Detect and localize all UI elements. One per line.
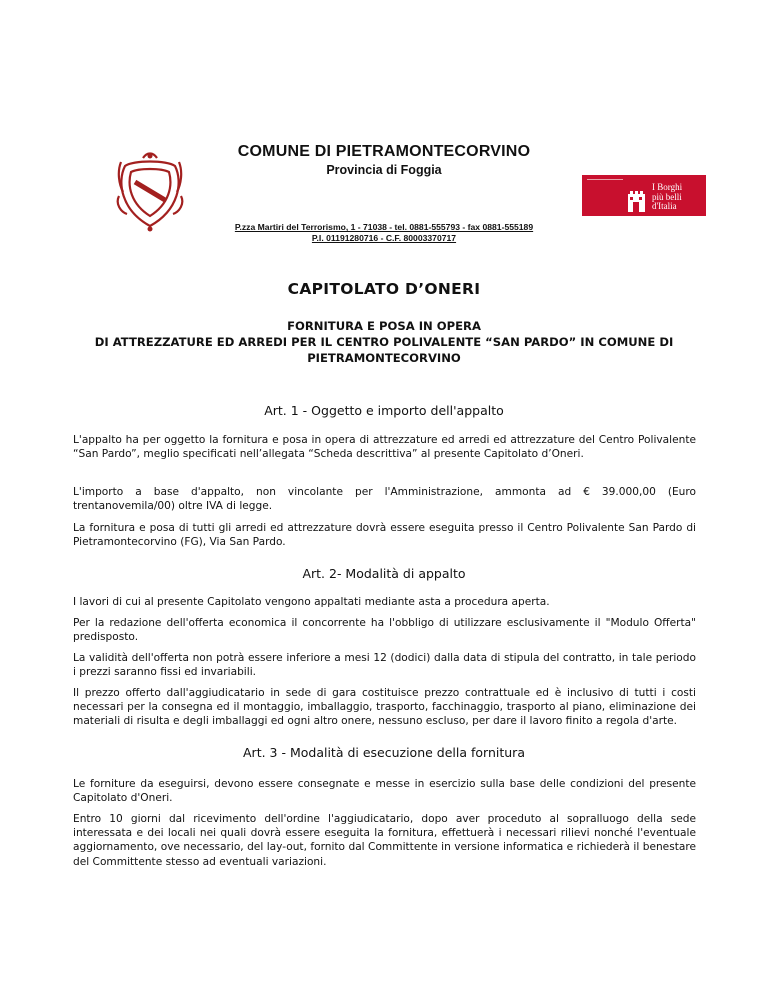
article-3-paragraph-2: Entro 10 giorni dal ricevimento dell'ordine l'aggiudicatario, dopo aver proceduto al sopralluogo della sede interessata e dei locali nei quali dovrà essere eseguita la fornitura, effettuerà i necessari rilievi nonché l'eventuale aggiornamento, ove necessario, del lay-out, fornito dal Committente in versione informatica e richiederà il benestare del Committente stesso ad eventuali variazioni. xyxy=(73,813,696,868)
badge-rule xyxy=(587,179,623,180)
article-1-paragraph-1: L'appalto ha per oggetto la fornitura e posa in opera di attrezzature ed arredi ed attrezzature del Centro Polivalente “San Pardo”, meglio specificati nell’allegata “Scheda descrittiva” al presente Capitolato d’Oneri. xyxy=(73,434,696,461)
address-line: P.zza Martiri del Terrorismo, 1 - 71038 - tel. 0881-555793 - fax 0881-555189 xyxy=(234,222,534,232)
article-2-paragraph-3: La validità dell'offerta non potrà essere inferiore a mesi 12 (dodici) dalla data di stipula del contratto, in tale periodo i prezzi saranno fissi ed invariabili. xyxy=(73,652,696,679)
article-2-paragraph-2: Per la redazione dell'offerta economica il concorrente ha l'obbligo di utilizzare esclusivamente il "Modulo Offerta" predisposto. xyxy=(73,617,696,644)
document-title: CAPITOLATO D’ONERI xyxy=(287,280,481,298)
subject-line-3: PIETRAMONTECORVINO xyxy=(307,351,461,365)
badge-line-1: I Borghi xyxy=(652,182,683,192)
badge-line-2: più belli xyxy=(652,191,682,202)
article-2-paragraph-4: Il prezzo offerto dall'aggiudicatario in sede di gara costituisce prezzo contrattuale ed è inclusivo di tutti i costi necessari per la consegna ed il montaggio, imballaggio, trasporto, facchinaggio, trasporto al piano, eliminazione dei materiali di risulta e degli imballaggi ed ogni altro onere, nessuno escluso, per dare il lavoro finito a regola d'arte. xyxy=(73,687,696,728)
article-2-paragraph-1: I lavori di cui al presente Capitolato vengono appaltati mediante asta a procedura aperta. xyxy=(73,596,550,608)
document-subject xyxy=(60,318,708,366)
province-subtitle: Provincia di Foggia xyxy=(326,163,442,177)
article-1-heading: Art. 1 - Oggetto e importo dell'appalto xyxy=(264,403,504,418)
article-1-paragraph-2: L'importo a base d'appalto, non vincolante per l'Amministrazione, ammonta ad € 39.000,00 (Euro trentanovemila/00) oltre IVA di legge. xyxy=(73,486,696,513)
subject-line-2: DI ATTREZZATURE ED ARREDI PER IL CENTRO POLIVALENTE “SAN PARDO” IN COMUNE DI xyxy=(94,335,674,349)
borghi-badge xyxy=(582,175,706,216)
article-3-paragraph-1: Le forniture da eseguirsi, devono essere consegnate e messe in esercizio sulla base delle condizioni del presente Capitolato d'Oneri. xyxy=(73,778,696,805)
article-1-paragraph-3: La fornitura e posa di tutti gli arredi ed attrezzature dovrà essere eseguita presso il Centro Polivalente San Pardo di Pietramontecorvino (FG), Via San Pardo. xyxy=(73,522,696,549)
fiscal-line: P.I. 01191280716 - C.F. 80003370717 xyxy=(311,233,457,243)
badge-line-3: d'Italia xyxy=(652,201,677,211)
municipality-title: COMUNE DI PIETRAMONTECORVINO xyxy=(237,143,531,160)
article-3-heading: Art. 3 - Modalità di esecuzione della fornitura xyxy=(243,745,525,760)
subject-line-1: FORNITURA E POSA IN OPERA xyxy=(287,319,481,333)
tower-icon xyxy=(625,188,647,212)
article-2-heading: Art. 2- Modalità di appalto xyxy=(302,566,466,581)
